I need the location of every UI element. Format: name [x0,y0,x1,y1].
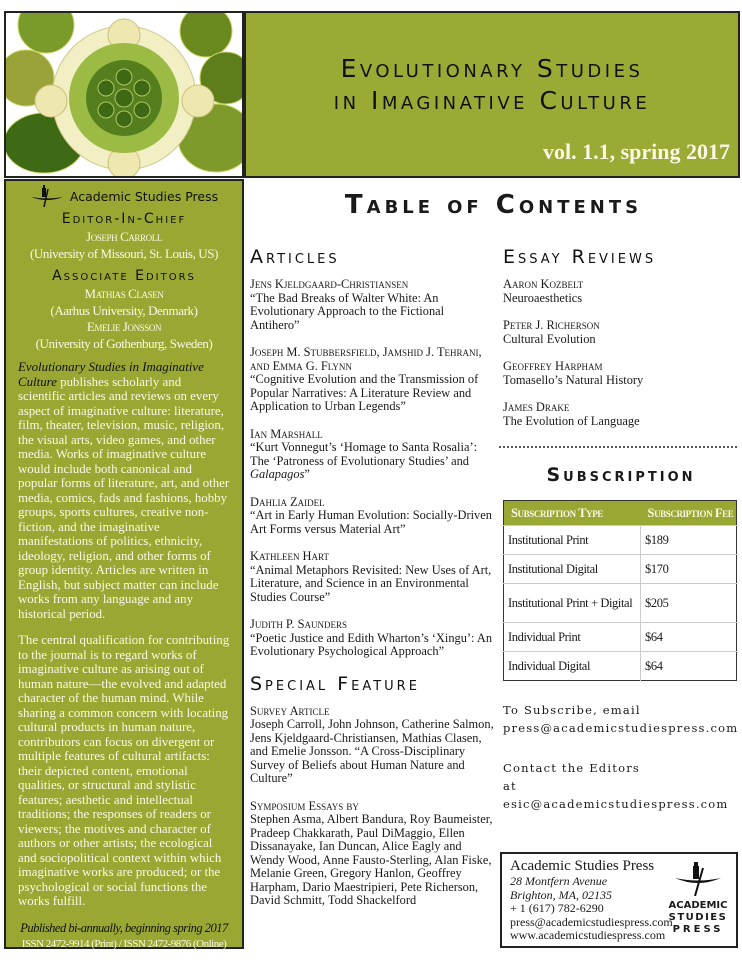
journal-title: Evolutionary Studies in Imaginative Culture [333,54,651,115]
special-feature-heading: Special Feature [250,672,420,695]
review-entry: Aaron Kozbelt Neuroaesthetics [503,277,584,305]
press-email-link[interactable]: press@academicstudiespress.com [510,914,673,929]
articles-heading: Articles [250,246,340,268]
essay-reviews-heading: Essay Reviews [503,246,657,268]
subscription-row: Institutional Print + Digital $205 [504,584,737,623]
journal-qualification: The central qualification for contributing to the journal is to regard works of imaginative culture as arising out of human nature—the evolved and adapted character of the human mind. While sharing a common concern with locating cultural products in human nature, contributors can focus on divergent or multiple features of cultural artifacts: their depicted content, emotional qualities, or structural and stylistic features; aesthetic and intellectual traditions; the responses of readers or viewers; the motives and character of authors or other artists; the ecological and sociopolitical context within which imaginative works are produced; or the psychological or social functions the works fulfill. [18,633,230,908]
article-entry: Kathleen Hart “Animal Metaphors Revisited: New Uses of Art, Literature, and Science in an Environmental Studies Course” [250,549,492,604]
journal-description: Evolutionary Studies in Imaginative Culture publishes scholarly and scientific articles and reviews on every aspect of imaginative culture: literature, film, theater, television, music, religion, the visual arts, video games, and other media. Works of imaginative culture would include both canonical and popular forms of literature, art, and other media, comics, fads and fashions, hobby groups, sports cultures, creative non-fiction, and the imaginative manifestations of politics, ethnicity, ideology, religion, and other forms of group identity. Articles are written in English, but subject matter can include works from any language and any historical period. [18,360,230,621]
boat-logo-icon [673,862,723,896]
review-entry: Peter J. Richerson Cultural Evolution [503,318,600,346]
boat-logo-icon [30,185,64,207]
volume-label: vol. 1.1, spring 2017 [542,139,730,164]
toc-heading: Table of Contents [344,190,643,220]
article-entry: Joseph M. Stubbersfield, Jamshid J. Tehrani, and Emma G. Flynn “Cognitive Evolution and the Transmission of Popular Narratives: A Literature Review and Application to Urban Legends” [250,345,482,413]
sidebar [4,179,244,949]
subscription-heading: Subscription [546,464,696,486]
symposium-essays: Symposium Essays by Stephen Asma, Albert Bandura, Roy Baumeister, Pradeep Chakkarath, Paul DiMaggio, Ellen Dissanayake, Ian Duncan, Alice Eagly and Wendy Wood, Anne Fausto-Sterling, Alan Fiske, Melanie Green, Gregory Hanlon, Geoffrey Harpham, Dario Maestripieri, Pete Richerson, David Schmitt, Todd Shackelford [250,798,493,907]
article-entry: Ian Marshall “Kurt Vonnegut’s ‘Homage to Santa Rosalia’: The ‘Patroness of Evolutionary Studies’ and Galapagos” [250,426,478,481]
survey-article: Survey Article Joseph Carroll, John Johnson, Catherine Salmon, Jens Kjeldgaard-Christiansen, Mathias Clasen, and Emelie Jonsson. “A Cross-Disciplinary Survey of Beliefs about Human Nature and Culture” [250,703,494,785]
publication-info: Published bi-annually, beginning spring 2017 ISSN 2472-9914 (Print) / ISSN 2472-9876 (Online) [20,920,228,950]
publisher-logo: Academic Studies Press [18,185,230,207]
subscribe-info: To Subscribe, email press@academicstudiespress.com [503,703,739,735]
article-entry: Judith P. Saunders “Poetic Justice and Edith Wharton’s ‘Xingu’: An Evolutionary Psychological Approach” [250,617,493,658]
contact-info: Contact the Editors at esic@academicstudiespress.com [503,759,739,813]
subscription-row: Institutional Digital $170 [504,555,737,584]
associate-editors: Mathias Clasen (Aarhus University, Denmark) Emelie Jonsson (University of Gothenburg, Sweden) [35,286,213,351]
journal-header [244,11,740,178]
editor-heading: Editor-In-Chief [61,211,187,227]
subscription-row: Individual Digital $64 [504,652,737,681]
cover-illustration [4,11,244,178]
article-entry: Dahlia Zaidel “Art in Early Human Evolution: Socially-Driven Art Forms versus Material Art” [250,494,492,536]
website-link[interactable]: www.academicstudiespress.com [510,928,666,942]
subscription-row: Institutional Print $189 [504,526,737,555]
review-entry: Geoffrey Harpham Tomasello’s Natural History [503,359,644,387]
associate-editors-heading: Associate Editors [52,268,196,284]
subscribe-email-link[interactable]: press@academicstudiespress.com [503,721,739,735]
editor-in-chief: Joseph Carroll (University of Missouri, St. Louis, US) [29,229,219,261]
review-entry: James Drake The Evolution of Language [503,400,640,428]
articles-column [250,246,495,922]
subscription-table: Subscription Type Subscription Fee Institutional Print $189 Institutional Digital $170 Institutional Print + Digital $205 Individual Print $64 Individual Digital $64 [503,500,737,681]
subscription-row: Individual Print $64 [504,623,737,652]
publisher-address-box: Academic Studies Press 28 Montfern Avenue Brighton, MA, 02135 + 1 (617) 782-6290 press@academicstudiespress.com www.academicstudiespress.com ACADEMIC STUDIES PRESS [500,852,738,948]
right-column [503,246,739,813]
divider [499,446,737,448]
contact-email-link[interactable]: at esic@academicstudiespress.com [503,779,729,811]
article-entry: Jens Kjeldgaard-Christiansen “The Bad Breaks of Walter White: An Evolutionary Approach to the Fictional Antihero” [250,277,445,332]
asp-logo: ACADEMIC STUDIES PRESS [668,862,728,936]
